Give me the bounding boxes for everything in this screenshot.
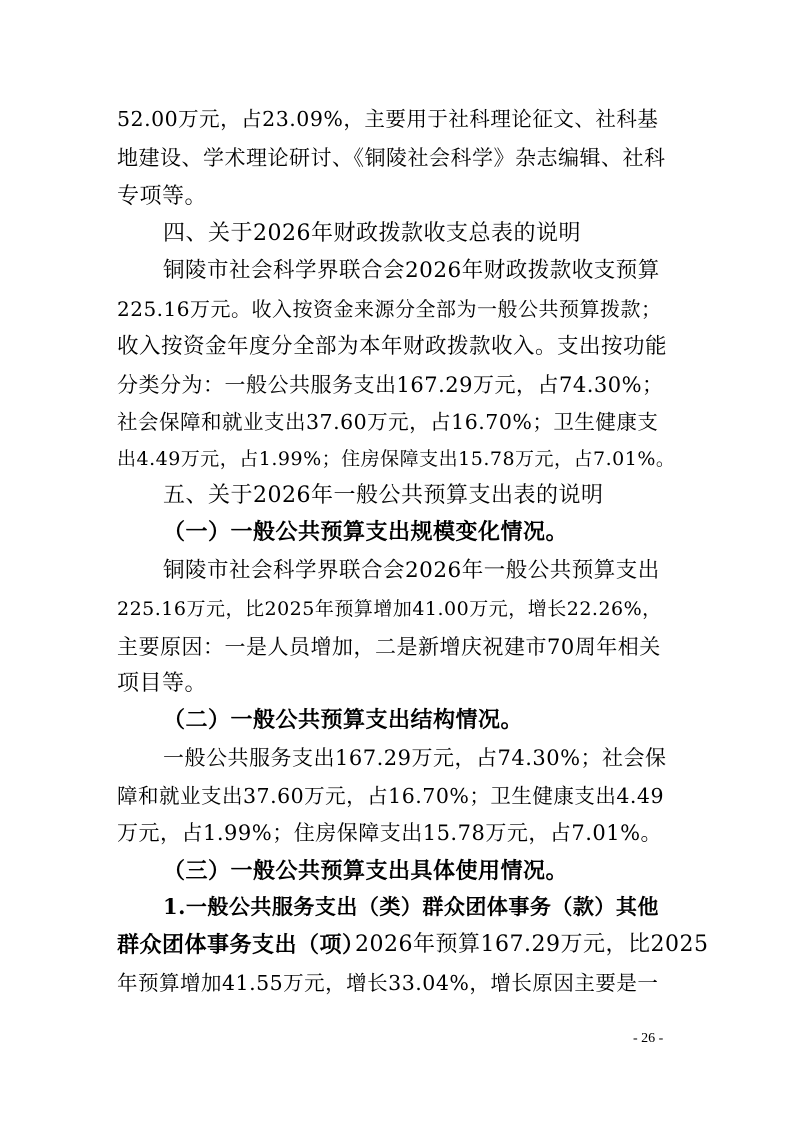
subsection-heading: （三）一般公共预算支出具体使用情况。	[163, 858, 569, 884]
body-line: 52.00万元，占23.09%，主要用于社科理论征文、社科基	[117, 107, 659, 131]
body-line: 万元，占1.99%；住房保障支出15.78万元，占7.01%。	[117, 821, 663, 845]
body-line: 铜陵市社会科学界联合会2026年一般公共预算支出	[163, 558, 660, 583]
body-line: 铜陵市社会科学界联合会2026年财政拨款收支预算	[163, 258, 660, 283]
section-heading: 五、关于2026年一般公共预算支出表的说明	[163, 483, 604, 508]
body-line: 225.16万元，比2025年预算增加41.00万元，增长22.26%，	[117, 598, 662, 620]
body-line: 2026年预算167.29万元，比2025	[355, 932, 709, 957]
page-number: - 26 -	[633, 1031, 664, 1046]
subsection-heading: （一）一般公共预算支出规模变化情况。	[163, 519, 569, 545]
body-line: 社会保障和就业支出37.60万元，占16.70%；卫生健康支	[117, 410, 659, 434]
subsection-heading: （二）一般公共预算支出结构情况。	[163, 707, 524, 733]
item-heading: 群众团体事务支出（项）	[117, 932, 365, 958]
section-heading: 四、关于2026年财政拨款收支总表的说明	[163, 221, 581, 246]
body-line: 专项等。	[117, 184, 208, 209]
body-line: 分类分为：一般公共服务支出167.29万元，占74.30%；	[117, 373, 664, 397]
body-line: 项目等。	[117, 671, 208, 696]
body-line: 收入按资金年度分全部为本年财政拨款收入。支出按功能	[117, 334, 668, 359]
body-line: 出4.49万元，占1.99%；住房保障支出15.78万元，占7.01%。	[117, 448, 676, 470]
body-line: 主要原因：一是人员增加，二是新增庆祝建市70周年相关	[117, 635, 661, 659]
body-line: 一般公共服务支出167.29万元，占74.30%；社会保	[163, 746, 667, 770]
body-line: 年预算增加41.55万元，增长33.04%，增长原因主要是一	[117, 971, 659, 995]
item-heading: 1.一般公共服务支出（类）群众团体事务（款）其他	[163, 894, 659, 919]
body-line: 225.16万元。收入按资金来源分全部为一般公共预算拨款；	[117, 297, 662, 321]
body-line: 地建设、学术理论研讨、《铜陵社会科学》杂志编辑、社科	[117, 146, 666, 170]
body-line: 障和就业支出37.60万元，占16.70%；卫生健康支出4.49	[117, 784, 664, 808]
